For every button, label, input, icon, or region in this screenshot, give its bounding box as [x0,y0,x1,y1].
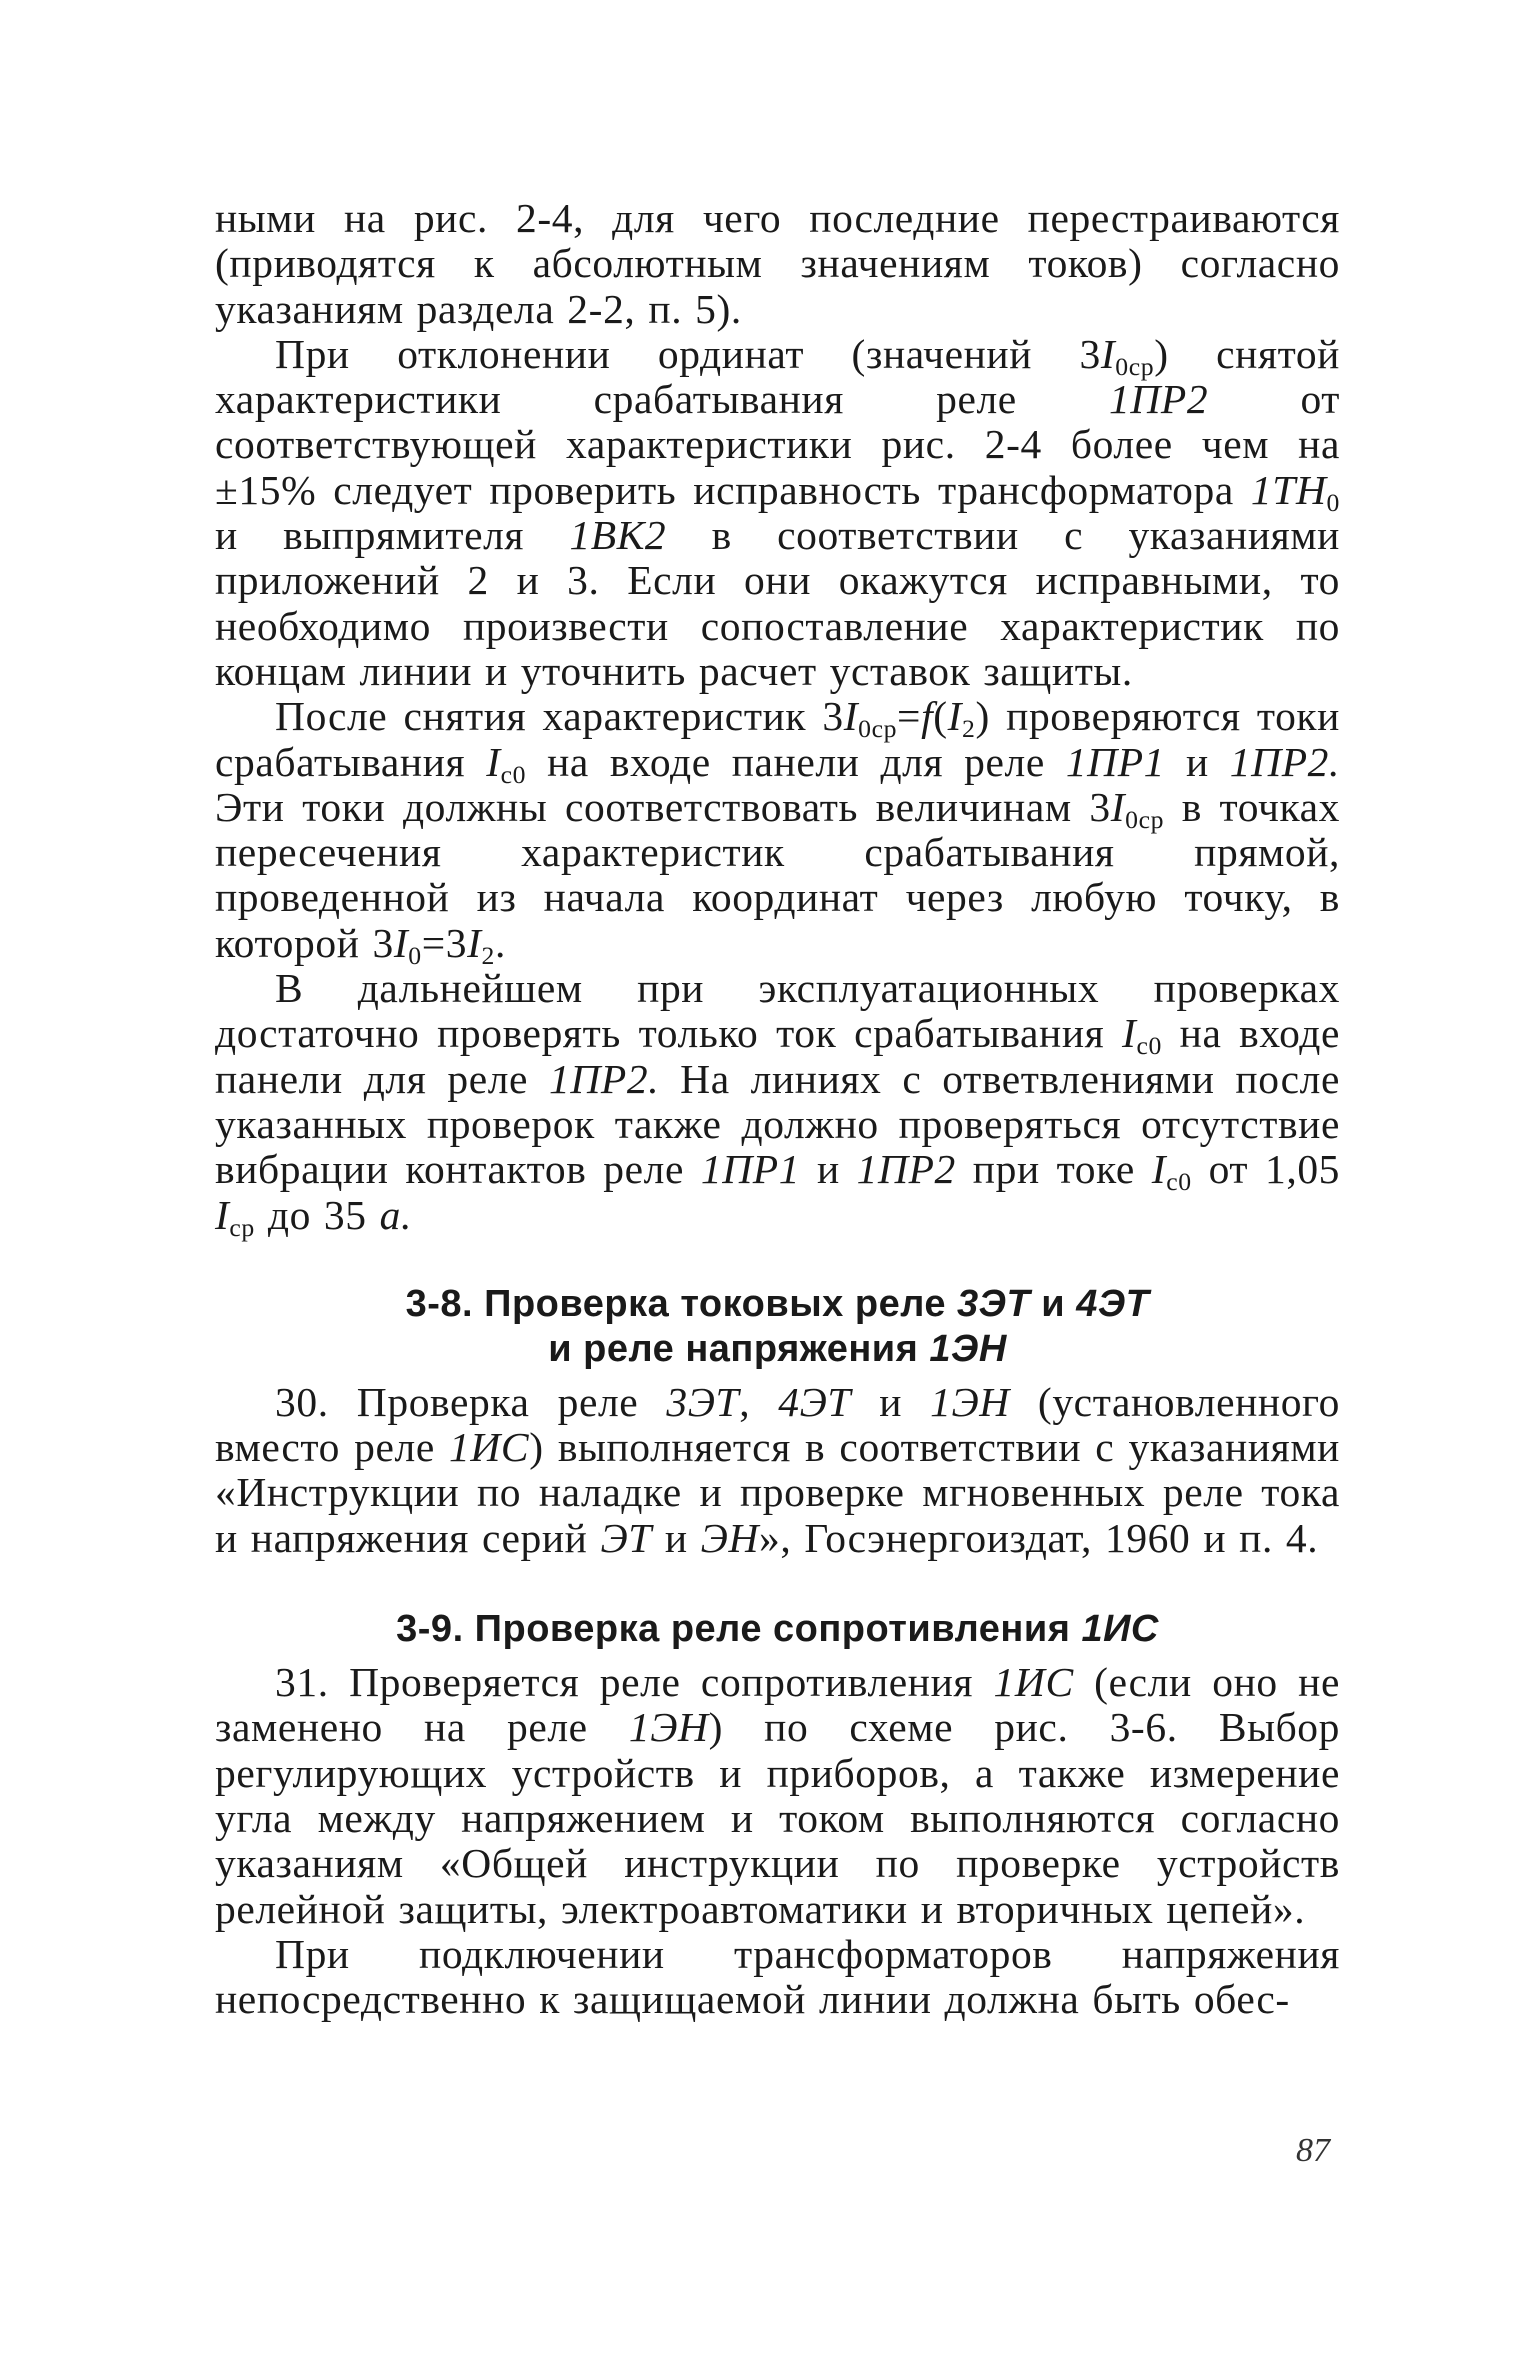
page-number: 87 [1296,2132,1330,2169]
section-heading-3-9: 3-9. Проверка реле сопротивления 1ИС [396,1608,1159,1651]
paragraph-continuation: ными на рис. 2-4, для чего последние перестраиваются (приводятся к абсолютным значениям токов) согласно указаниям раздела 2-2, п. 5). [215,195,1340,332]
paragraph-item-31: 31. Проверяется реле сопротивления 1ИС (если оно не заменено на реле 1ЭН) по схеме рис. 3-6. Выбор регулирующих устройств и приборов, а также измерение угла между напряжением и током выполняются согласно указаниям «Общей инструкции по проверке устройств релейной защиты, электроавтоматики и вторичных цепей». [215,1659,1341,1932]
paragraph-deviation-check: При отклонении ординат (значений $3I_{0ср}$) снятой характеристики срабатывания реле 1ПР2 от соответствующей характеристики рис. 2-4 более чем на ±15% следует проверить исправность трансформатора $1ТН_0$ и выпрямителя 1ВК2 в соответствии с указаниями приложений 2 и 3. Если они окажутся исправными, то необходимо произвести сопоставление характеристик по концам линии и уточнить расчет уставок защиты. [215,330,1340,694]
page-body [215,196,1340,2022]
paragraph-item-30: 30. Проверка реле 3ЭТ, 4ЭТ и 1ЭН (установленного вместо реле 1ИС) выполняется в соответствии с указаниями «Инструкции по наладке и проверке мгновенных реле тока и напряжения серий ЭТ и ЭН», Госэнергоиздат, 1960 и п. 4. [215,1378,1340,1561]
paragraph-operational-checks: В дальнейшем при эксплуатационных проверках достаточно проверять только ток срабатывания $I_{с0}$ на входе панели для реле 1ПР2. На линиях с ответвлениями после указанных проверок также должно проверяться отсутствие вибрации контактов реле 1ПР1 и 1ПР2 при токе $I_{с0}$ от 1,05 $I_{ср}$ до 35 а. [215,965,1341,1242]
section-heading-3-8: 3-8. Проверка токовых реле 3ЭТ и 4ЭТ и реле напряжения 1ЭН [405,1282,1150,1370]
paragraph-voltage-transformers: При подключении трансформаторов напряжения непосредственно к защищаемой линии должна быть обес- [215,1930,1340,2023]
paragraph-operating-currents: После снятия характеристик $3I_{0ср}=f(I_2)$ проверяются токи срабатывания $I_{с0}$ на входе панели для реле 1ПР1 и 1ПР2. Эти токи должны соответствовать величинам $3I_{0ср}$ в точках пересечения характеристик срабатывания прямой, проведенной из начала координат через любую точку, в которой $3I_0=3I_2$. [215,693,1340,970]
